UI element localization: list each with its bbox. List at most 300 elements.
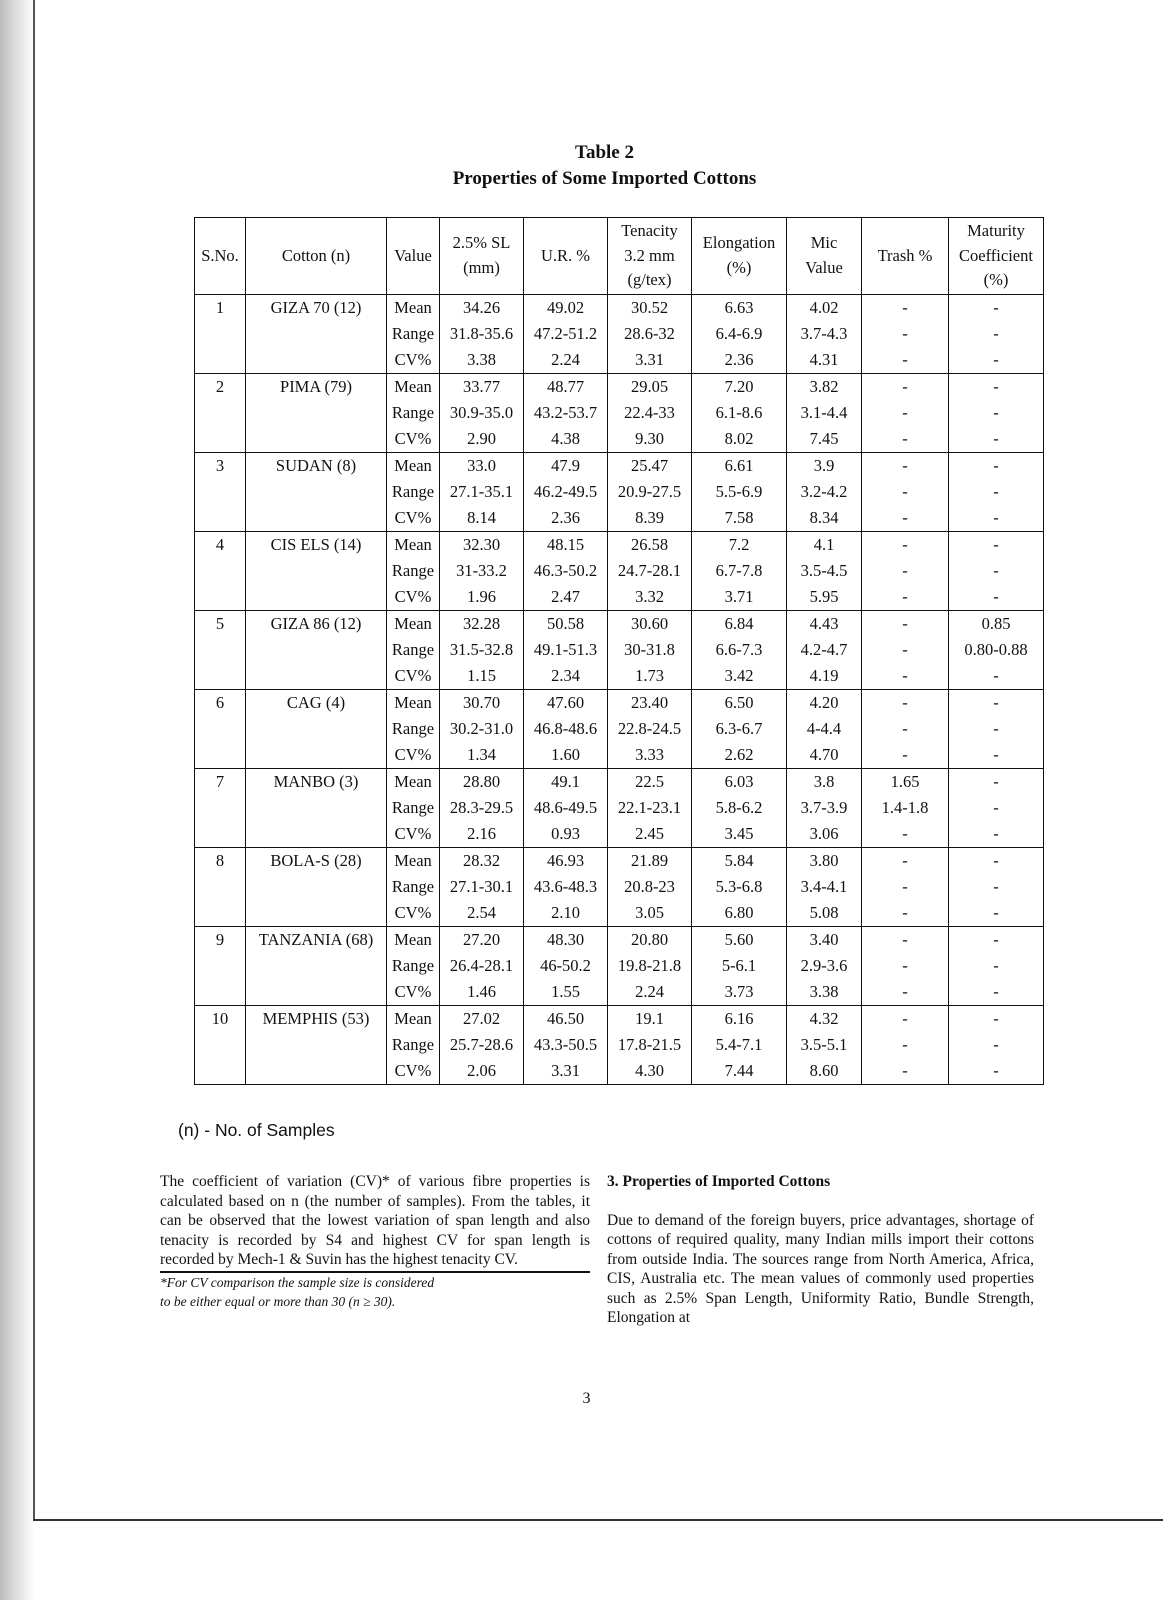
header-trash: Trash %: [862, 218, 949, 295]
table-row: [195, 1005, 1044, 1032]
cell-elongation: 3.73: [692, 979, 787, 1006]
cell-elongation: 6.3-6.7: [692, 716, 787, 742]
header-value: Value: [387, 218, 440, 295]
cell-sno: [195, 558, 246, 584]
cell-uniformity-ratio: 43.3-50.5: [524, 1032, 608, 1058]
cell-span-length: 26.4-28.1: [440, 953, 524, 979]
header-maturity: Maturity Coefficient (%): [949, 218, 1044, 295]
cell-span-length: 28.80: [440, 768, 524, 795]
cell-cotton: [246, 900, 387, 927]
cell-trash: 1.65: [862, 768, 949, 795]
cell-maturity: -: [949, 979, 1044, 1006]
table-row: [195, 479, 1044, 505]
cell-trash: -: [862, 584, 949, 611]
header-span-length: 2.5% SL (mm): [440, 218, 524, 295]
header-tenacity: Tenacity 3.2 mm (g/tex): [608, 218, 692, 295]
cell-maturity: -: [949, 1005, 1044, 1032]
cell-uniformity-ratio: 2.34: [524, 663, 608, 690]
cell-trash: -: [862, 847, 949, 874]
cell-uniformity-ratio: 2.47: [524, 584, 608, 611]
cell-mic-value: 3.80: [787, 847, 862, 874]
cell-elongation: 6.63: [692, 294, 787, 321]
cell-tenacity: 29.05: [608, 373, 692, 400]
cell-tenacity: 1.73: [608, 663, 692, 690]
cell-sno: [195, 795, 246, 821]
cell-value-type: CV%: [387, 426, 440, 453]
cell-uniformity-ratio: 1.55: [524, 979, 608, 1006]
table-row: [195, 637, 1044, 663]
cell-elongation: 6.84: [692, 610, 787, 637]
cell-span-length: 33.77: [440, 373, 524, 400]
cell-mic-value: 4.02: [787, 294, 862, 321]
table-row: [195, 505, 1044, 532]
cell-sno: 4: [195, 531, 246, 558]
cell-uniformity-ratio: 49.1-51.3: [524, 637, 608, 663]
cell-cotton: [246, 558, 387, 584]
cell-elongation: 5-6.1: [692, 953, 787, 979]
cell-value-type: CV%: [387, 663, 440, 690]
cell-tenacity: 8.39: [608, 505, 692, 532]
cell-value-type: CV%: [387, 584, 440, 611]
cell-cotton: PIMA (79): [246, 373, 387, 400]
cell-trash: -: [862, 689, 949, 716]
cell-span-length: 2.54: [440, 900, 524, 927]
cell-value-type: CV%: [387, 505, 440, 532]
page-left-border: [33, 0, 35, 1520]
cell-value-type: CV%: [387, 1058, 440, 1085]
table-row: [195, 768, 1044, 795]
cell-maturity: -: [949, 663, 1044, 690]
cell-uniformity-ratio: 43.2-53.7: [524, 400, 608, 426]
cell-cotton: [246, 505, 387, 532]
cell-cotton: CAG (4): [246, 689, 387, 716]
cell-trash: -: [862, 479, 949, 505]
cell-sno: [195, 400, 246, 426]
cell-uniformity-ratio: 0.93: [524, 821, 608, 848]
cell-trash: -: [862, 294, 949, 321]
cell-elongation: 2.62: [692, 742, 787, 769]
table-row: [195, 558, 1044, 584]
cell-maturity: -: [949, 294, 1044, 321]
cell-elongation: 7.20: [692, 373, 787, 400]
cell-value-type: Mean: [387, 373, 440, 400]
cell-tenacity: 3.31: [608, 347, 692, 374]
cell-mic-value: 4-4.4: [787, 716, 862, 742]
cell-cotton: [246, 347, 387, 374]
cell-mic-value: 3.9: [787, 452, 862, 479]
cell-value-type: CV%: [387, 900, 440, 927]
cell-sno: [195, 742, 246, 769]
cell-mic-value: 3.7-4.3: [787, 321, 862, 347]
table-row: [195, 689, 1044, 716]
cell-mic-value: 2.9-3.6: [787, 953, 862, 979]
cell-mic-value: 3.1-4.4: [787, 400, 862, 426]
cell-span-length: 2.90: [440, 426, 524, 453]
cell-maturity: -: [949, 716, 1044, 742]
cell-sno: [195, 953, 246, 979]
cell-trash: -: [862, 742, 949, 769]
cell-mic-value: 4.32: [787, 1005, 862, 1032]
cell-tenacity: 30.52: [608, 294, 692, 321]
cell-value-type: Mean: [387, 926, 440, 953]
cell-trash: -: [862, 821, 949, 848]
cell-cotton: [246, 821, 387, 848]
cell-mic-value: 4.43: [787, 610, 862, 637]
cell-elongation: 5.84: [692, 847, 787, 874]
cell-trash: -: [862, 321, 949, 347]
cell-tenacity: 4.30: [608, 1058, 692, 1085]
table-label: Table 2: [575, 142, 634, 163]
cell-sno: [195, 479, 246, 505]
cell-value-type: Range: [387, 1032, 440, 1058]
table-row: [195, 874, 1044, 900]
page-bottom-border: [33, 1519, 1163, 1521]
cell-sno: 9: [195, 926, 246, 953]
table-caption: [0, 140, 1163, 192]
cell-trash: -: [862, 1058, 949, 1085]
header-elongation: Elongation (%): [692, 218, 787, 295]
cell-tenacity: 22.5: [608, 768, 692, 795]
cell-uniformity-ratio: 49.02: [524, 294, 608, 321]
table-row: [195, 716, 1044, 742]
cell-elongation: 6.7-7.8: [692, 558, 787, 584]
cell-uniformity-ratio: 46-50.2: [524, 953, 608, 979]
cell-tenacity: 21.89: [608, 847, 692, 874]
cell-sno: [195, 900, 246, 927]
cell-maturity: -: [949, 768, 1044, 795]
cell-trash: -: [862, 1005, 949, 1032]
cv-footnote: *For CV comparison the sample size is considered to be either equal or more than 30 (n ≥ 30).: [160, 1274, 435, 1309]
cell-uniformity-ratio: 48.6-49.5: [524, 795, 608, 821]
cell-value-type: CV%: [387, 742, 440, 769]
cell-elongation: 5.4-7.1: [692, 1032, 787, 1058]
right-text-column: [607, 1172, 1034, 1328]
cell-uniformity-ratio: 2.36: [524, 505, 608, 532]
cell-sno: 10: [195, 1005, 246, 1032]
cell-span-length: 27.1-35.1: [440, 479, 524, 505]
cotton-properties-table: [194, 217, 1044, 1085]
cell-maturity: -: [949, 505, 1044, 532]
cell-tenacity: 30.60: [608, 610, 692, 637]
cell-value-type: Range: [387, 795, 440, 821]
cell-cotton: [246, 637, 387, 663]
cell-mic-value: 4.19: [787, 663, 862, 690]
cell-elongation: 7.44: [692, 1058, 787, 1085]
cell-elongation: 6.61: [692, 452, 787, 479]
cell-elongation: 8.02: [692, 426, 787, 453]
cell-uniformity-ratio: 3.31: [524, 1058, 608, 1085]
cell-cotton: CIS ELS (14): [246, 531, 387, 558]
cell-elongation: 5.8-6.2: [692, 795, 787, 821]
cell-maturity: -: [949, 584, 1044, 611]
cell-sno: 6: [195, 689, 246, 716]
cell-mic-value: 3.4-4.1: [787, 874, 862, 900]
cell-maturity: -: [949, 821, 1044, 848]
cell-trash: -: [862, 926, 949, 953]
cell-tenacity: 26.58: [608, 531, 692, 558]
cell-elongation: 3.45: [692, 821, 787, 848]
cell-cotton: [246, 874, 387, 900]
cell-cotton: [246, 1058, 387, 1085]
cell-span-length: 1.34: [440, 742, 524, 769]
cell-uniformity-ratio: 2.10: [524, 900, 608, 927]
cell-tenacity: 25.47: [608, 452, 692, 479]
cell-span-length: 1.46: [440, 979, 524, 1006]
cell-value-type: Range: [387, 558, 440, 584]
cell-tenacity: 17.8-21.5: [608, 1032, 692, 1058]
cell-mic-value: 3.2-4.2: [787, 479, 862, 505]
table-row: [195, 294, 1044, 321]
cell-mic-value: 4.70: [787, 742, 862, 769]
cell-trash: -: [862, 663, 949, 690]
cell-tenacity: 3.05: [608, 900, 692, 927]
table-row: [195, 821, 1044, 848]
table-body: [195, 294, 1044, 1084]
table-row: [195, 373, 1044, 400]
cell-sno: [195, 663, 246, 690]
cell-cotton: [246, 1032, 387, 1058]
cell-maturity: -: [949, 795, 1044, 821]
cell-tenacity: 20.9-27.5: [608, 479, 692, 505]
cell-uniformity-ratio: 2.24: [524, 347, 608, 374]
cell-span-length: 30.9-35.0: [440, 400, 524, 426]
cell-mic-value: 3.5-5.1: [787, 1032, 862, 1058]
cell-span-length: 30.2-31.0: [440, 716, 524, 742]
cell-tenacity: 3.33: [608, 742, 692, 769]
cell-tenacity: 2.24: [608, 979, 692, 1006]
cell-sno: [195, 505, 246, 532]
table-row: [195, 900, 1044, 927]
table-row: [195, 452, 1044, 479]
cell-mic-value: 3.8: [787, 768, 862, 795]
cell-maturity: -: [949, 847, 1044, 874]
cell-uniformity-ratio: 43.6-48.3: [524, 874, 608, 900]
left-text-column: [160, 1172, 590, 1311]
cell-elongation: 6.50: [692, 689, 787, 716]
cell-trash: -: [862, 347, 949, 374]
cell-span-length: 28.3-29.5: [440, 795, 524, 821]
cell-cotton: [246, 742, 387, 769]
cell-span-length: 25.7-28.6: [440, 1032, 524, 1058]
cell-span-length: 31.8-35.6: [440, 321, 524, 347]
cell-maturity: -: [949, 347, 1044, 374]
cell-sno: 7: [195, 768, 246, 795]
cell-trash: -: [862, 426, 949, 453]
cell-cotton: GIZA 86 (12): [246, 610, 387, 637]
cell-cotton: [246, 400, 387, 426]
cell-mic-value: 8.60: [787, 1058, 862, 1085]
cell-span-length: 8.14: [440, 505, 524, 532]
header-sno: S.No.: [195, 218, 246, 295]
cell-mic-value: 3.40: [787, 926, 862, 953]
cell-elongation: 6.6-7.3: [692, 637, 787, 663]
header-uniformity-ratio: U.R. %: [524, 218, 608, 295]
cell-trash: -: [862, 558, 949, 584]
cell-value-type: Mean: [387, 847, 440, 874]
cell-value-type: Mean: [387, 452, 440, 479]
cell-uniformity-ratio: 49.1: [524, 768, 608, 795]
cell-sno: [195, 1032, 246, 1058]
cell-tenacity: 24.7-28.1: [608, 558, 692, 584]
cell-elongation: 7.58: [692, 505, 787, 532]
cell-span-length: 1.15: [440, 663, 524, 690]
cell-span-length: 28.32: [440, 847, 524, 874]
cell-tenacity: 20.8-23: [608, 874, 692, 900]
cell-sno: [195, 1058, 246, 1085]
cell-value-type: Mean: [387, 294, 440, 321]
cell-uniformity-ratio: 1.60: [524, 742, 608, 769]
cell-uniformity-ratio: 46.2-49.5: [524, 479, 608, 505]
cell-cotton: TANZANIA (68): [246, 926, 387, 953]
cell-span-length: 2.06: [440, 1058, 524, 1085]
table-row: [195, 926, 1044, 953]
cell-uniformity-ratio: 47.60: [524, 689, 608, 716]
cell-sno: [195, 637, 246, 663]
cell-uniformity-ratio: 47.2-51.2: [524, 321, 608, 347]
cell-value-type: Range: [387, 716, 440, 742]
cell-mic-value: 4.31: [787, 347, 862, 374]
cell-maturity: -: [949, 479, 1044, 505]
table-row: [195, 400, 1044, 426]
cell-elongation: 5.60: [692, 926, 787, 953]
cell-maturity: -: [949, 531, 1044, 558]
cell-value-type: Range: [387, 953, 440, 979]
cell-mic-value: 4.20: [787, 689, 862, 716]
cell-value-type: Mean: [387, 689, 440, 716]
cell-cotton: GIZA 70 (12): [246, 294, 387, 321]
cell-trash: -: [862, 373, 949, 400]
cell-tenacity: 28.6-32: [608, 321, 692, 347]
cell-mic-value: 5.08: [787, 900, 862, 927]
cell-mic-value: 7.45: [787, 426, 862, 453]
cell-mic-value: 3.38: [787, 979, 862, 1006]
cell-sno: [195, 821, 246, 848]
cell-span-length: 32.30: [440, 531, 524, 558]
cell-elongation: 6.4-6.9: [692, 321, 787, 347]
cell-cotton: SUDAN (8): [246, 452, 387, 479]
cell-mic-value: 3.82: [787, 373, 862, 400]
cell-trash: 1.4-1.8: [862, 795, 949, 821]
cell-elongation: 3.42: [692, 663, 787, 690]
cell-span-length: 33.0: [440, 452, 524, 479]
table-row: [195, 1032, 1044, 1058]
cell-maturity: 0.85: [949, 610, 1044, 637]
cell-maturity: -: [949, 426, 1044, 453]
cell-sno: [195, 321, 246, 347]
cell-uniformity-ratio: 48.15: [524, 531, 608, 558]
table-row: [195, 953, 1044, 979]
cell-cotton: BOLA-S (28): [246, 847, 387, 874]
cell-cotton: [246, 426, 387, 453]
cell-mic-value: 3.06: [787, 821, 862, 848]
cell-elongation: 5.5-6.9: [692, 479, 787, 505]
cell-span-length: 32.28: [440, 610, 524, 637]
cell-value-type: Range: [387, 637, 440, 663]
cell-maturity: 0.80-0.88: [949, 637, 1044, 663]
cell-uniformity-ratio: 47.9: [524, 452, 608, 479]
cell-value-type: Mean: [387, 531, 440, 558]
section-heading: 3. Properties of Imported Cottons: [607, 1173, 831, 1190]
cell-sno: 3: [195, 452, 246, 479]
cell-trash: -: [862, 874, 949, 900]
cell-span-length: 34.26: [440, 294, 524, 321]
cell-sno: 8: [195, 847, 246, 874]
cell-cotton: MANBO (3): [246, 768, 387, 795]
cell-trash: -: [862, 610, 949, 637]
table-row: [195, 347, 1044, 374]
table-row: [195, 742, 1044, 769]
cell-maturity: -: [949, 900, 1044, 927]
cell-trash: -: [862, 637, 949, 663]
cell-tenacity: 23.40: [608, 689, 692, 716]
cell-mic-value: 4.1: [787, 531, 862, 558]
cell-elongation: 2.36: [692, 347, 787, 374]
cell-span-length: 3.38: [440, 347, 524, 374]
cell-sno: [195, 347, 246, 374]
cell-mic-value: 5.95: [787, 584, 862, 611]
cv-paragraph: The coefficient of variation (CV)* of various fibre properties is calculated based on n (the number of samples). From the tables, it can be observed that the lowest variation of span length and also tenacity is recorded by S4 and highest CV for span length is recorded by Mech-1 & Suvin has the highest tenacity CV.: [160, 1173, 590, 1268]
cell-tenacity: 22.4-33: [608, 400, 692, 426]
cell-trash: -: [862, 505, 949, 532]
cell-uniformity-ratio: 46.8-48.6: [524, 716, 608, 742]
cell-tenacity: 3.32: [608, 584, 692, 611]
cell-sno: [195, 584, 246, 611]
cell-value-type: Mean: [387, 610, 440, 637]
table-row: [195, 979, 1044, 1006]
cell-sno: 2: [195, 373, 246, 400]
cell-uniformity-ratio: 4.38: [524, 426, 608, 453]
table-title: Properties of Some Imported Cottons: [452, 168, 757, 189]
samples-note: (n) - No. of Samples: [178, 1120, 335, 1140]
cell-sno: 5: [195, 610, 246, 637]
cell-uniformity-ratio: 48.77: [524, 373, 608, 400]
cell-cotton: [246, 795, 387, 821]
table-row: [195, 847, 1044, 874]
cell-value-type: CV%: [387, 347, 440, 374]
cell-maturity: -: [949, 926, 1044, 953]
cell-cotton: MEMPHIS (53): [246, 1005, 387, 1032]
cell-tenacity: 19.1: [608, 1005, 692, 1032]
cell-trash: -: [862, 1032, 949, 1058]
cell-trash: -: [862, 716, 949, 742]
cell-maturity: -: [949, 742, 1044, 769]
cell-tenacity: 22.1-23.1: [608, 795, 692, 821]
imported-cottons-paragraph: Due to demand of the foreign buyers, price advantages, shortage of cottons of required quality, many Indian mills import their cottons from outside India. The sources range from North America, Africa, CIS, Australia etc. The mean values of commonly used properties such as 2.5% Span Length, Uniformity Ratio, Bundle Strength, Elongation at: [607, 1211, 1034, 1326]
cell-sno: [195, 979, 246, 1006]
cell-sno: [195, 874, 246, 900]
cell-span-length: 31-33.2: [440, 558, 524, 584]
cell-tenacity: 19.8-21.8: [608, 953, 692, 979]
cell-uniformity-ratio: 46.93: [524, 847, 608, 874]
cell-cotton: [246, 479, 387, 505]
cell-cotton: [246, 663, 387, 690]
table-row: [195, 795, 1044, 821]
cell-elongation: 6.16: [692, 1005, 787, 1032]
cell-cotton: [246, 979, 387, 1006]
cell-trash: -: [862, 452, 949, 479]
cell-elongation: 3.71: [692, 584, 787, 611]
cell-sno: [195, 426, 246, 453]
cell-mic-value: 3.7-3.9: [787, 795, 862, 821]
cell-span-length: 30.70: [440, 689, 524, 716]
cell-uniformity-ratio: 46.3-50.2: [524, 558, 608, 584]
cell-maturity: -: [949, 1058, 1044, 1085]
cell-maturity: -: [949, 1032, 1044, 1058]
table-row: [195, 321, 1044, 347]
cell-elongation: 5.3-6.8: [692, 874, 787, 900]
cell-cotton: [246, 321, 387, 347]
cell-mic-value: 4.2-4.7: [787, 637, 862, 663]
